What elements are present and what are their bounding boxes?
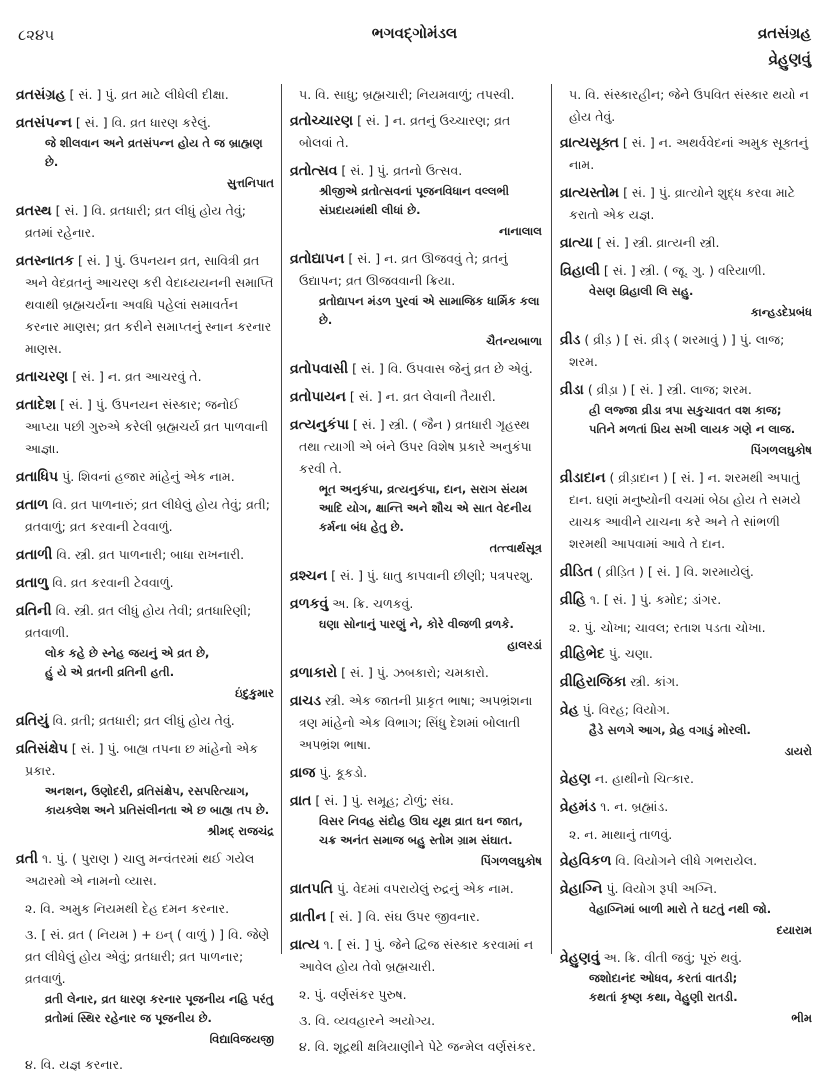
guide-word-first: વ્રતસંગ્રહ — [757, 24, 811, 42]
quotation-source: તત્ત્વાર્થસૂત્ર — [489, 541, 542, 555]
definition: [ સં. ] પું. વ્રત માટે લીધેલી દીક્ષા. — [69, 87, 229, 102]
definition: ( વ્રીડ઼ાદાન ) [ સં. ] ન. શરમથી અપાતું દાન. ઘણાં મનુષ્યોની વચમાં બેઠા હોય તે સમયે યાચક આવીને યાચના કરે અને તે સાંભળી શરમથી આપવામાં આવે તે દાન. — [569, 470, 801, 551]
dictionary-entry — [16, 112, 274, 194]
quotation-line: કથતાં કૃષ્ણ કથા, વેહુણી રાતડી. — [589, 990, 738, 1004]
dictionary-entry — [16, 848, 274, 892]
entry-sense — [16, 924, 274, 1050]
quotation-source: ઇંદુકુમાર — [235, 686, 274, 700]
quotation-source: નાનાલાલ — [499, 224, 542, 238]
headword: વ્રાત્ય — [290, 937, 320, 953]
headword: વ્રતસંગ્રહ — [16, 87, 66, 103]
quotation-line: જશોદાનંદ ઓધવ, કરતાં વાતડી; — [589, 971, 738, 985]
headword: વ્રીહિરાજિકા — [560, 674, 627, 690]
definition: ૩. [ સં. વ્રત ( નિયમ ) + ઇન્ ( વાળું ) ] વિ. જેણે વ્રત લીધેલું હોય એવું; વ્રતધારી; વ્રત પાળનાર; વ્રતવાળું. — [25, 927, 270, 986]
headword: વ્રતાળી — [16, 547, 53, 563]
definition: ૪. વિ. શૂદ્રથી ક્ષત્રિયાણીને પેટે જન્મેલ વર્ણસંકર. — [299, 1039, 536, 1054]
dictionary-entry — [16, 366, 274, 388]
quotation-line: અનશન, ઉણોદરી, વ્રતિસંક્ષેપ, રસપરિત્યાગ, કાયક્લેશ અને પ્રતિસંલીનતા એ છ બાહ્ય તપ છે. — [45, 784, 270, 817]
dictionary-entry — [16, 466, 274, 488]
dictionary-entry — [560, 850, 812, 872]
column-2 — [290, 84, 542, 1062]
dictionary-entry — [16, 600, 274, 704]
definition: સ્ત્રી. એક જાતની પ્રાકૃત ભાષા; અપભ્રંશના ત્રણ માંહેનો એક વિભાગ; સિંધુ દેશમાં બોલાતી અપભ્રંશ ભાષા. — [299, 693, 533, 752]
definition: ( વ્રીડ઼ા ) [ સં. ] સ્ત્રી. લાજ; શરમ. — [587, 382, 752, 397]
dictionary-entry — [16, 84, 274, 106]
dictionary-entry — [290, 878, 542, 900]
definition: [ સં. ] ન. વ્રત ઊજવવું તે; વ્રતનું ઉદ્યાપન; વ્રત ઊજવવાની ક્રિયા. — [299, 251, 508, 288]
dictionary-entry — [290, 593, 542, 656]
quotation-line: શ્રીજીએ વ્રતોત્સવનાં પૂજનવિધાન વલ્લભી સંપ્રદાયમાંથી લીધાં છે. — [319, 184, 510, 217]
column-3 — [560, 84, 812, 1035]
dictionary-entry — [290, 110, 542, 154]
dictionary-entry — [560, 561, 812, 583]
definition: [ સં. ] સ્ત્રી. વ્રાત્યની સ્ત્રી. — [596, 235, 720, 250]
dictionary-entry — [560, 379, 812, 461]
quotation-line: ભૂત અનુકંપા, વ્રત્યનુકંપા, દાન, સરાગ સંયમ આદિ યોગ, ક્ષાન્તિ અને શૌચ એ સાત વેદનીય કર્મના બંધ હેતુ છે. — [319, 482, 532, 534]
page-header — [18, 14, 811, 74]
definition: [ સં. ] વિ. ઉપવાસ જેનું વ્રત છે એવું. — [352, 361, 533, 376]
headword: વ્રાચડ — [290, 693, 322, 709]
headword: વ્રતોપવાસી — [290, 361, 349, 377]
column-divider — [551, 84, 552, 954]
headword: વ્રતાધિપ — [16, 469, 59, 485]
headword: વ્રતી — [16, 851, 39, 867]
definition: ૪. વિ. યજ્ઞ કરનાર. — [25, 1057, 124, 1072]
dictionary-entry — [290, 386, 542, 408]
headword: વ્રતોદ્યાપન — [290, 251, 345, 267]
definition: વિ. વિયોગને લીધે ગભરાયેલ. — [615, 853, 758, 868]
entry-sense — [290, 1010, 542, 1032]
headword: વ્રતોચ્ચારણ — [290, 113, 354, 129]
definition: [ સં. ] પું. ઝબકારો; ચમકારો. — [341, 665, 489, 680]
definition: [ સં. ] સ્ત્રી. ( જૈન ) વ્રતધારી ગૃહસ્થ તથા ત્યાગી એ બંને ઉપર વિશેષ પ્રકારે અનુકંપા કરવી તે. — [299, 417, 532, 476]
dictionary-entry — [290, 565, 542, 587]
definition: [ સં. ] વિ. સંઘ ઉપર જીવનાર. — [329, 909, 480, 924]
definition: પું. વિરહ; વિયોગ. — [582, 702, 670, 717]
quotation-source: ડાયરો — [784, 744, 812, 758]
dictionary-entry — [290, 690, 542, 756]
definition: ન. હાથીનો ચિત્કાર. — [594, 771, 695, 786]
definition: ૨. વિ. અમુક નિયમથી દેહ દમન કરનાર. — [25, 901, 230, 916]
definition: ૫. વિ. સાધુ; બ્રહ્મચારી; નિયમવાળું; તપસ્વી. — [299, 87, 515, 102]
quotation-source: પિંગળલઘુકોષ — [480, 854, 542, 868]
headword: વ્રેહાગ્નિ — [560, 881, 603, 897]
quotation-source: કાન્હડદેપ્રબંધ — [750, 305, 812, 319]
dictionary-entry — [560, 878, 812, 941]
headword: વ્રાત્યા — [560, 235, 593, 251]
dictionary-entry — [16, 544, 274, 566]
dictionary-entry — [560, 467, 812, 555]
dictionary-entry — [560, 260, 812, 323]
definition: સ્ત્રી. કાંગ. — [630, 674, 680, 689]
definition: ( વ્રીડ઼ ) [ સં. વ્રીડ્ ( શરમાવું ) ] પું. લાજ; શરમ. — [569, 332, 785, 369]
definition: ૧. [ સં. ] પું. કમોદ; ડાંગર. — [589, 592, 722, 607]
definition: વિ. વ્રત કરવાની ટેવવાળું. — [52, 575, 174, 590]
headword: વ્રીહિભેદ — [560, 646, 605, 662]
headword: વ્રતાચરણ — [16, 369, 69, 385]
definition: [ સં. ] ન. વ્રતનું ઉચ્ચારણ; વ્રત બોલવાં તે. — [299, 113, 511, 150]
definition: પું. ચણા. — [608, 646, 653, 661]
definition: ૧. પું. ( પુરાણ ) ચાલુ મન્વંતરમાં થઈ ગયેલ અઢારમો એ નામનો વ્યાસ. — [25, 851, 255, 888]
headword: વ્રાત્યસૂક્ત — [560, 135, 619, 151]
headword: વ્રતસ્નાતક — [16, 253, 74, 269]
headword: વ્રતોત્સવ — [290, 163, 338, 179]
dictionary-entry — [560, 643, 812, 665]
entry-sense — [16, 1054, 274, 1076]
entry-sense — [560, 84, 812, 128]
headword: વ્રતસ્થ — [16, 203, 52, 219]
dictionary-entry — [16, 738, 274, 842]
quotation-line: હું યે એ વ્રતની વ્રતિની હતી. — [45, 665, 175, 679]
entry-sense — [290, 84, 542, 106]
quotation-source: હાલરડાં — [507, 638, 542, 652]
dictionary-entry — [16, 710, 274, 732]
definition: [ સં. ] પું. બાહ્ય તપના છ માંહેનો એક પ્રકાર. — [25, 741, 259, 778]
dictionary-entry — [290, 934, 542, 978]
quotation-source: શ્રીમદ્ રાજચંદ્ર — [207, 824, 274, 838]
definition: [ સં. ] પું. ધાતુ કાપવાની છીણી; પત્રપરશુ. — [331, 568, 534, 583]
headword: વ્રીડ — [560, 332, 581, 348]
headword: વ્રતિયું — [16, 713, 49, 729]
quotation-line: વ્રતી લેનાર, વ્રત ધારણ કરનાર પૂજનીય નહિ પરંતુ વ્રતોમાં સ્થિર રહેનાર જ પૂજનીય છે. — [45, 992, 274, 1025]
definition: ( વ્રીડ઼િત ) [ સં. ] વિ. શરમાયેલું. — [596, 564, 754, 579]
headword: વ્રશ્ચન — [290, 568, 328, 584]
entry-sense — [560, 617, 812, 639]
dictionary-entry — [290, 762, 542, 784]
dictionary-entry — [16, 394, 274, 460]
column-1 — [16, 84, 274, 1080]
headword: વ્રાતીન — [290, 909, 326, 925]
quotation-line: લોક કહે છે સ્નેહ જયનું એ વ્રત છે, — [45, 646, 210, 660]
column-divider — [281, 84, 282, 954]
definition: વિ. વ્રત પાળનારું; વ્રત લીધેલું હોય તેવું; વ્રતી; વ્રતવાળું; વ્રત કરવાની ટેવવાળું. — [25, 497, 270, 534]
definition: [ સં. ] વિ. વ્રતધારી; વ્રત લીધું હોય તેવું; વ્રતમાં રહેનાર. — [25, 203, 246, 240]
definition: ૨. ન. માથાનું તાળવું. — [569, 827, 673, 842]
headword: વ્રેહમંડ — [560, 799, 597, 815]
headword: વ્રેહુણવું — [560, 950, 600, 966]
definition: પું. વિયોગ રૂપી અગ્નિ. — [606, 881, 718, 896]
definition: [ સં. ] પું. ઉપનયન વ્રત, સાવિત્રી વ્રત અને વેદવ્રતનું આચરણ કરી વેદાધ્યયનની સમાપ્તિ થવાથી બ્રહ્મચર્યના અવધિ પહેલાં સમાવર્તન કરનાર માણસ; વ્રત કરીને સમાપ્તનું સ્નાન કરનાર માણસ. — [25, 253, 274, 356]
definition: ૩. વિ. વ્યવહારને અયોગ્ય. — [299, 1013, 436, 1028]
definition: [ સં. ] ન. વ્રત લેવાની તૈયારી. — [349, 389, 496, 404]
book-title: ભગવદ્ગોમંડલ — [371, 24, 458, 42]
definition: [ સં. ] પું. વ્રતનો ઉત્સવ. — [341, 163, 463, 178]
dictionary-entry — [290, 906, 542, 928]
entry-sense — [290, 984, 542, 1006]
dictionary-entry — [290, 790, 542, 872]
definition: અ. ક્રિ. વીતી જવું; પૂરું થવું. — [603, 950, 742, 965]
definition: ૫. વિ. સંસ્કારહીન; જેને ઉપવિત સંસ્કાર થયો ન હોય તેવું. — [569, 87, 809, 124]
page-number: ૮૨૪૫ — [18, 26, 55, 44]
dictionary-entry — [560, 699, 812, 762]
headword: વ્રેહવિકળ — [560, 853, 612, 869]
definition: ૧. [ સં. ] પું. જેને દ્વિજ સંસ્કાર કરવામાં ન આવેલ હોય તેવો બ્રહ્મચારી. — [299, 937, 534, 974]
headword: વ્રતિની — [16, 603, 52, 619]
dictionary-entry — [290, 414, 542, 559]
quotation-line: ચક્ર અનંત સમાજ બહુ સ્તોમ ગ્રામ સંઘાત. — [319, 833, 513, 847]
definition: પું. શિવનાં હજાર માંહેનું એક નામ. — [62, 469, 235, 484]
dictionary-entry — [560, 947, 812, 1029]
quotation-line: વ્રતોદ્યાપન મંડળ પુરવાં એ સામાજિક ધાર્મિક કલા છે. — [319, 294, 540, 327]
headword: વ્રતાળ — [16, 497, 49, 513]
dictionary-entry — [560, 232, 812, 254]
definition: [ સં. ] પું. ઉપનયન સંસ્કાર; જનોઈ આપ્યા પછી ગુરુએ કરેલી બ્રહ્મચર્ય વ્રત પાળવાની આજ્ઞા. — [25, 397, 269, 456]
headword: વ્રળાકારો — [290, 665, 338, 681]
dictionary-entry — [16, 200, 274, 244]
headword: વ્રત્યનુકંપા — [290, 417, 349, 433]
headword: વ્રીડા — [560, 382, 584, 398]
quotation-source: સુત્તનિપાત — [226, 176, 274, 190]
dictionary-entry — [560, 671, 812, 693]
quotation-line: વેસણ વ્રિહાલી લિ સહુ. — [589, 284, 694, 298]
definition: [ સં. ] પું. સમૂહ; ટોળું; સંઘ. — [315, 793, 454, 808]
quotation-source: પિંગળલઘુકોષ — [750, 443, 812, 457]
dictionary-entry — [290, 248, 542, 352]
dictionary-entry — [560, 796, 812, 818]
definition: વિ. સ્ત્રી. વ્રત પાળનારી; બાધા રાખનારી. — [56, 547, 245, 562]
dictionary-entry — [290, 358, 542, 380]
definition: [ સં. ] સ્ત્રી. ( જૂ. ગુ. ) વરિયાળી. — [603, 263, 766, 278]
headword: વ્રાજ — [290, 765, 316, 781]
guide-word-last: વ્રેહુણવું — [768, 50, 811, 68]
headword: વ્રતોપાયન — [290, 389, 346, 405]
definition: વિ. વ્રતી; વ્રતધારી; વ્રત લીધું હોય તેવું. — [52, 713, 235, 728]
quotation-line: પતિને મળતાં પ્રિય સખી લાયક ગણે ન લાજ. — [589, 422, 796, 436]
headword: વ્રીડાદાન — [560, 470, 606, 486]
definition: પું. કૂકડો. — [319, 765, 368, 780]
dictionary-entry — [560, 589, 812, 611]
headword: વ્રાત્યસ્તોમ — [560, 185, 620, 201]
quotation-source: વિદ્યાવિજયજી — [209, 1032, 274, 1046]
dictionary-entry — [16, 494, 274, 538]
dictionary-entry — [16, 250, 274, 360]
headword: વ્રેહણ — [560, 771, 591, 787]
definition: અ. ક્રિ. ચળકવું. — [332, 596, 414, 611]
definition: [ સં. ] ન. અથર્વવેદનાં અમુક સૂક્તનું નામ. — [569, 135, 809, 172]
definition: [ સં. ] પું. વ્રાત્યોને શુદ્ધ કરવા માટે કરાતો એક યજ્ઞ. — [569, 185, 795, 222]
quotation-line: જે શીલવાન અને વ્રતસંપન્ન હોય તે જ બ્રાહ્મણ છે. — [45, 136, 263, 169]
definition: વિ. સ્ત્રી. વ્રત લીધું હોય તેવી; વ્રતધારિણી; વ્રતવાળી. — [25, 603, 252, 640]
headword: વ્રીહિ — [560, 592, 586, 608]
headword: વ્રિહાલી — [560, 263, 600, 279]
quotation-line: વેહાગ્નિમાં બાળી મારો તે ઘટતું નથી જો. — [589, 902, 772, 916]
quotation-line: હ્રી લજ્જા વ્રીડા ત્રપા સકુચાવત વશ કાજ; — [589, 403, 782, 417]
headword: વ્રાતપતિ — [290, 881, 333, 897]
entry-sense — [16, 898, 274, 920]
definition: ૨. પું. વર્ણસંકર પુરુષ. — [299, 987, 407, 1002]
headword: વ્રતાદેશ — [16, 397, 57, 413]
quotation-source: દયારામ — [776, 923, 812, 937]
headword: વ્રળકવું — [290, 596, 329, 612]
headword: વ્રતાળુ — [16, 575, 49, 591]
definition: પું. વેદમાં વપરાયેલું રુદ્રનું એક નામ. — [336, 881, 514, 896]
headword: વ્રીડિત — [560, 564, 593, 580]
dictionary-entry — [560, 182, 812, 226]
dictionary-entry — [560, 768, 812, 790]
headword: વ્રાત — [290, 793, 312, 809]
dictionary-entry — [560, 329, 812, 373]
definition: ૧. ન. બ્રહ્માંડ. — [600, 799, 669, 814]
dictionary-entry — [290, 662, 542, 684]
definition: ૨. પું. ચોખા; ચાવલ; રતાશ પડતા ચોખા. — [569, 620, 766, 635]
definition: [ સં. ] ન. વ્રત આચરવું તે. — [72, 369, 202, 384]
headword: વ્રતસંપન્ન — [16, 115, 72, 131]
quotation-line: વિસર નિવહ સંદોહ ઊઘ યૂથ વ્રાત ઘન જાત, — [319, 814, 523, 828]
dictionary-entry — [290, 160, 542, 242]
entry-sense — [290, 1036, 542, 1058]
quotation-source: ભીમ — [791, 1011, 812, 1025]
quotation-source: ચૈતન્યબાળા — [486, 334, 542, 348]
quotation-line: ઘણા સોનાનું પારણું ને, કોરે વીજળી વ્રળકે. — [319, 617, 514, 631]
entry-sense — [560, 824, 812, 846]
quotation-line: હૈડે સળગે આગ, વ્રેહ વગાડું મોરલી. — [589, 723, 751, 737]
definition: [ સં. ] વિ. વ્રત ધારણ કરેલું. — [75, 115, 211, 130]
dictionary-entry — [560, 132, 812, 176]
headword: વ્રેહ — [560, 702, 579, 718]
dictionary-entry — [16, 572, 274, 594]
headword: વ્રતિસંક્ષેપ — [16, 741, 68, 757]
